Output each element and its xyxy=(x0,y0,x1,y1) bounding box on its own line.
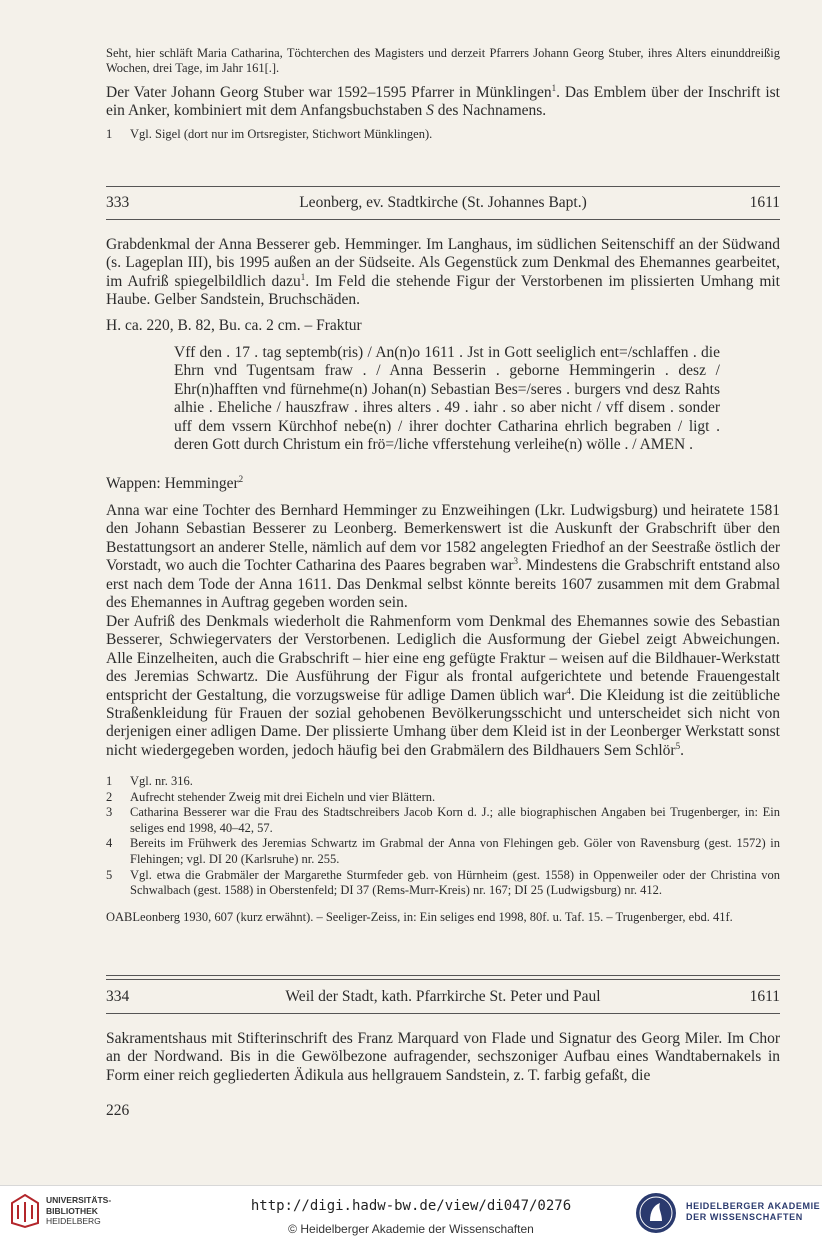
commentary-paragraph-1: Anna war eine Tochter des Bernhard Hemminger zu Enzweihingen (Lkr. Ludwigsburg) und heiratete 1581 den Johann Sebastian Besserer zu Leonberg. Bemerkenswert ist die Auskunft der Grabschrift über den Bestattungsort an anderer Stelle, nämlich auf dem vor 1582 angelegten Friedhof an der Seestraße östlich der Vorstadt, wo auch die Tochter Catharina des Paares begraben war$^3$. Mindestens die Grabschrift entstand also erst nach dem Tode der Anna 1611. Das Denkmal selbst könnte bereits 1607 zusammen mit dem Grabmal des Ehemannes in Auftrag gegeben worden sein. xyxy=(106,502,780,612)
translation-text: Seht, hier schläft Maria Catharina, Töchterchen des Magisters und derzeit Pfarrers Johann Georg Stuber, ihres Alters einunddreißig Wochen, drei Tage, im Jahr 161[.]. xyxy=(106,46,780,75)
permalink-url[interactable]: http://digi.hadw-bw.de/view/di047/0276 xyxy=(250,1198,572,1214)
footnote: 3 Catharina Besserer war die Frau des Stadtschreibers Jacob Korn d. J.; alle biographischen Angaben bei Trugenberger, in: Ein seliges end 1998, 40–42, 57. xyxy=(106,805,780,835)
literature: OABLeonberg 1930, 607 (kurz erwähnt). – Seeliger-Zeiss, in: Ein seliges end 1998, 80f. u. Taf. 15. – Trugenberger, ebd. 41f. xyxy=(106,910,733,924)
entry-rule-bottom xyxy=(106,219,780,220)
entry-title: Leonberg, ev. Stadtkirche (St. Johannes Bapt.) xyxy=(299,194,587,211)
entry-rule-top xyxy=(106,186,780,187)
university-library-name[interactable]: UNIVERSITÄTS- BIBLIOTHEK HEIDELBERG xyxy=(46,1195,112,1226)
academy-name[interactable]: HEIDELBERGER AKADEMIE DER WISSENSCHAFTEN xyxy=(686,1201,821,1222)
wappen: Wappen: Hemminger$^2$ xyxy=(106,473,244,492)
footnotes xyxy=(106,774,780,899)
footnote: 1 Vgl. nr. 316. xyxy=(106,774,193,788)
entry-year: 1611 xyxy=(749,194,780,211)
entry-rule-bottom xyxy=(106,1013,780,1014)
entry-number: 333 xyxy=(106,194,130,211)
entry-description: Grabdenkmal der Anna Besserer geb. Hemminger. Im Langhaus, im südlichen Seitenschiff an der Südwand (s. Lageplan III), bis 1995 außen an der Südseite. Als Gegenstück zum Denkmal des Ehemannes gearbeitet, im Aufriß spiegelbildlich dazu$^1$. Im Feld die stehende Figur der Verstorbenen im plissierten Umhang mit Haube. Gelber Sandstein, Bruchschäden. xyxy=(106,236,780,309)
entry-description: Sakramentshaus mit Stifterinschrift des Franz Marquard von Flade und Signatur des Georg Miler. Im Chor an der Nordwand. Bis in die Gewölbezone aufragender, sechszoniger Aufbau eines Wandtabernakels in Form einer reich gegliederten Ädikula aus hellgrauem Sandstein, z. T. farbig gefaßt, die xyxy=(106,1030,780,1084)
page-number: 226 xyxy=(106,1102,130,1119)
entry-title: Weil der Stadt, kath. Pfarrkirche St. Peter und Paul xyxy=(285,988,601,1005)
footnote: 4 Bereits im Frühwerk des Jeremias Schwartz im Grabmal der Anna von Flehingen geb. Göler von Ravensburg (gest. 1572) in Flehingen; vgl. DI 20 (Karlsruhe) nr. 255. xyxy=(106,836,780,866)
entry-rule-top xyxy=(106,975,780,976)
entry-year: 1611 xyxy=(749,988,780,1005)
footnote: 5 Vgl. etwa die Grabmäler der Margarethe Sturmfeder geb. von Hürnheim (gest. 1558) in Oppenweiler oder der Christina von Schwalbach (gest. 1588) in Oberstenfeld; DI 37 (Rems-Murr-Kreis) nr. 167; DI 25 (Ludwigsburg) nr. 412. xyxy=(106,867,780,898)
commentary-paragraph-2: Der Aufriß des Denkmals wiederholt die Rahmenform vom Denkmal des Ehemannes sowie des Sebastian Besserer, Schwiegervaters der Verstorbenen. Lediglich die Ausformung der Giebel zeigt Abweichungen. Alle Einzelheiten, auch die Grabschrift – hier eine eng gefügte Fraktur – weisen auf die Bildhauer-Werkstatt des Jeremias Schwartz. Die Ausführung der Figur als frontal aufgerichtete und betende Frauengestalt entspricht der Gestaltung, die vorzugsweise für adlige Damen üblich war$^4$. Die Kleidung ist die zeitübliche Straßenkleidung für Frauen der sozial gehobenen Bevölkerungsschicht und unterscheidet sich nicht von derjenigen einer adligen Dame. Der plissierte Umhang über dem Kleid ist in der Leonberger Werkstatt sonst nicht wiedergegeben worden, jedoch häufig bei den Grabmälern des Bildhauers Sem Schlör$^5$. xyxy=(106,613,780,759)
entry-number: 334 xyxy=(106,988,130,1005)
entry-rule-double xyxy=(106,979,780,980)
commentary-top: Der Vater Johann Georg Stuber war 1592–1595 Pfarrer in Münklingen$^1$. Das Emblem über der Inschrift ist ein Anker, kombiniert mit dem Anfangsbuchstaben S des Nachnamens. xyxy=(106,82,780,120)
footnote-top: 1 Vgl. Sigel (dort nur im Ortsregister, Stichwort Münklingen). xyxy=(106,127,433,141)
entry-header-333 xyxy=(106,193,780,213)
copyright-notice: © Heidelberger Akademie der Wissenschaften xyxy=(288,1222,534,1236)
inscription-text: Vff den . 17 . tag septemb(ris) / An(n)o 1611 . Jst in Gott seeliglich ent=/schlaffen . die Ehrn vnd Tugentsam fraw . / Anna Besserin . geborne Hemmingerin . desz / Ehr(n)hafften vnd fürnehme(n) Johan(n) Sebastian Bes=/seres . burgers vnd desz Rahts alhie . Eheliche / hauszfraw . ihres alters . 49 . iahr . so aber nicht / vff disem . sonder uff dem vssern Kürchhof nebe(n) / ihrer dochter Catharina ehrlich begraben / ligt . deren Gott durch Christum ein frö=/liche vfferstehung verleihe(n) wölle . / AMEN . xyxy=(174,344,720,454)
measurements: H. ca. 220, B. 82, Bu. ca. 2 cm. – Fraktur xyxy=(106,317,362,334)
footnote: 2 Aufrecht stehender Zweig mit drei Eicheln und vier Blättern. xyxy=(106,789,436,804)
academy-logo-icon[interactable] xyxy=(634,1191,678,1235)
viewer-footer xyxy=(0,1185,822,1242)
entry-header-334 xyxy=(106,987,780,1007)
